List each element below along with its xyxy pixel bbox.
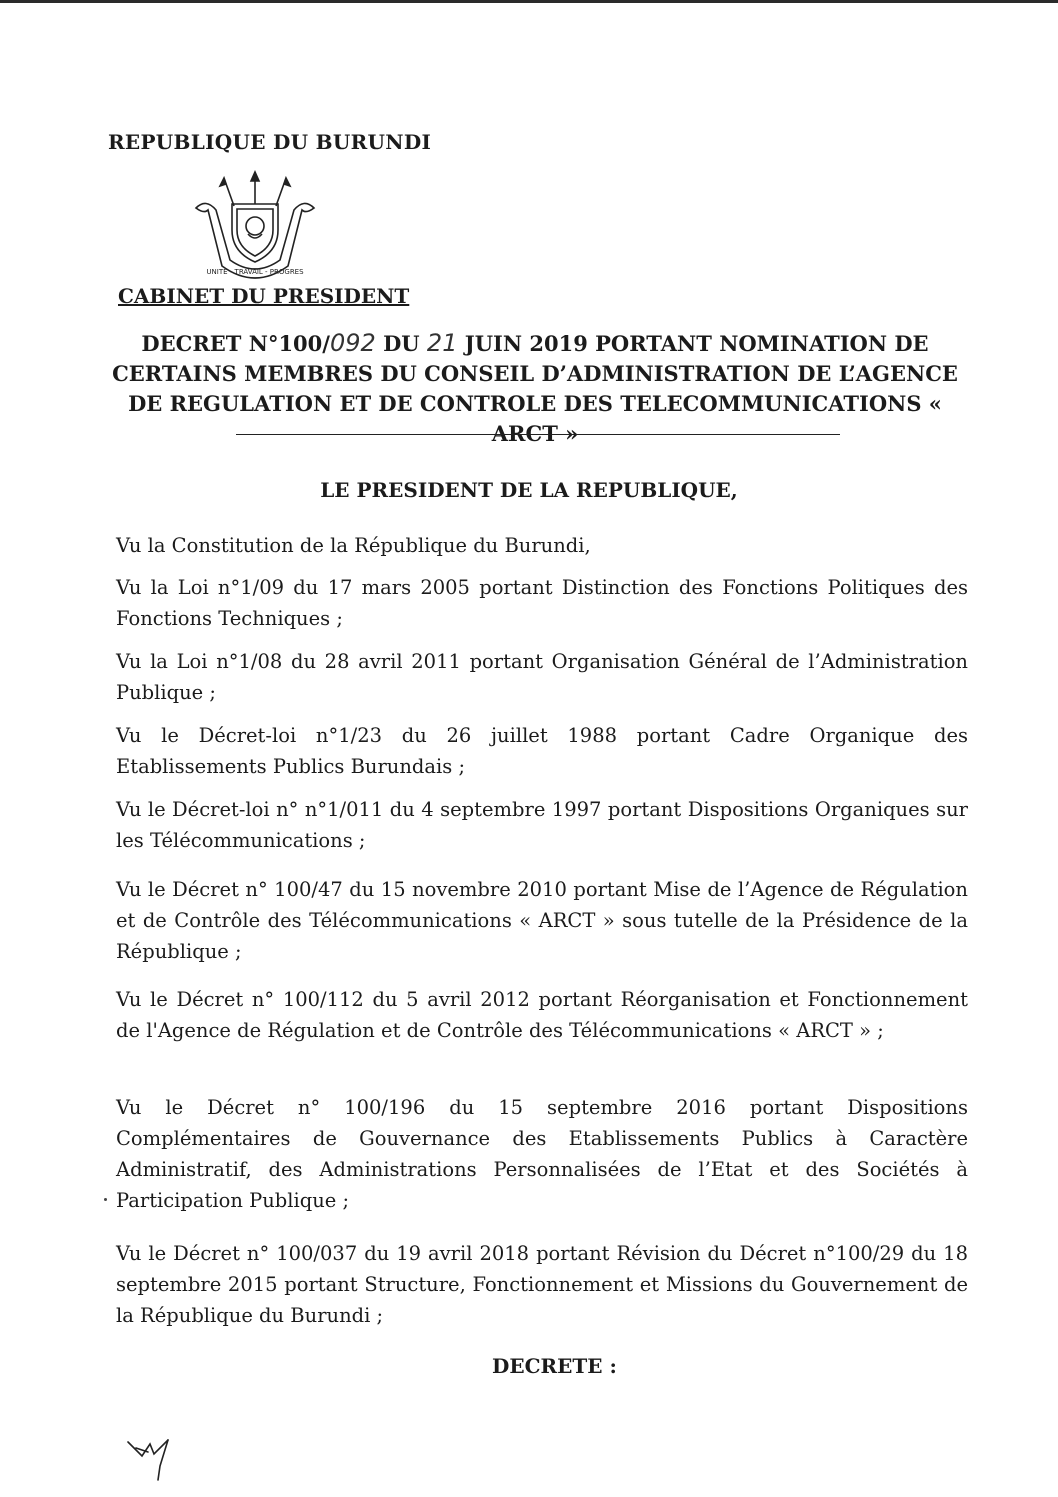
scan-speck	[104, 1198, 107, 1201]
consideration-2: Vu la Loi n°1/09 du 17 mars 2005 portant Distinction des Fonctions Politiques des Fonctions Techniques ;	[116, 576, 968, 630]
svg-text:UNITE - TRAVAIL - PROGRES: UNITE - TRAVAIL - PROGRES	[206, 268, 304, 276]
decree-rest: JUIN 2019 PORTANT NOMINATION DE CERTAINS MEMBRES DU CONSEIL D’ADMINISTRATION DE L’AGENCE DE REGULATION ET DE CONTROLE DES TELECOMMUNICATIONS « ARCT »	[112, 331, 958, 446]
consideration-5: Vu le Décret-loi n° n°1/011 du 4 septembre 1997 portant Dispositions Organiques sur les Télécommunications ;	[116, 798, 968, 852]
decree-number-handwritten: 092	[329, 329, 376, 357]
decree-du: DU	[375, 331, 427, 356]
title-divider	[236, 434, 840, 435]
consideration-6: Vu le Décret n° 100/47 du 15 novembre 2010 portant Mise de l’Agence de Régulation et de Contrôle des Télécommunications « ARCT » sous tutelle de la Présidence de la République ;	[116, 878, 968, 963]
cabinet-heading: CABINET DU PRESIDENT	[118, 284, 410, 308]
president-heading: LE PRESIDENT DE LA REPUBLIQUE,	[320, 478, 738, 502]
decree-day-handwritten: 21	[426, 329, 458, 357]
coat-of-arms-emblem	[190, 168, 320, 286]
handwritten-initials	[124, 1436, 176, 1484]
country-heading: REPUBLIQUE DU BURUNDI	[108, 130, 432, 154]
decrete-heading: DECRETE :	[492, 1354, 617, 1378]
decree-title	[110, 328, 960, 449]
consideration-7: Vu le Décret n° 100/112 du 5 avril 2012 portant Réorganisation et Fonctionnement de l'Agence de Régulation et de Contrôle des Télécommunications « ARCT » ;	[116, 988, 968, 1042]
consideration-4: Vu le Décret-loi n°1/23 du 26 juillet 1988 portant Cadre Organique des Etablissements Publics Burundais ;	[116, 724, 968, 778]
decree-prefix: DECRET N°100/	[141, 331, 330, 356]
consideration-8: Vu le Décret n° 100/196 du 15 septembre 2016 portant Dispositions Complémentaires de Gouvernance des Etablissements Publics à Caractère Administratif, des Administrations Personnalisées de l’Etat et des Sociétés à Participation Publique ;	[116, 1096, 968, 1212]
consideration-9: Vu le Décret n° 100/037 du 19 avril 2018 portant Révision du Décret n°100/29 du 18 septembre 2015 portant Structure, Fonctionnement et Missions du Gouvernement de la République du Burundi ;	[116, 1242, 968, 1327]
consideration-3: Vu la Loi n°1/08 du 28 avril 2011 portant Organisation Général de l’Administration Publique ;	[116, 650, 968, 704]
consideration-1: Vu la Constitution de la République du Burundi,	[116, 534, 591, 557]
scan-top-edge	[0, 0, 1058, 3]
